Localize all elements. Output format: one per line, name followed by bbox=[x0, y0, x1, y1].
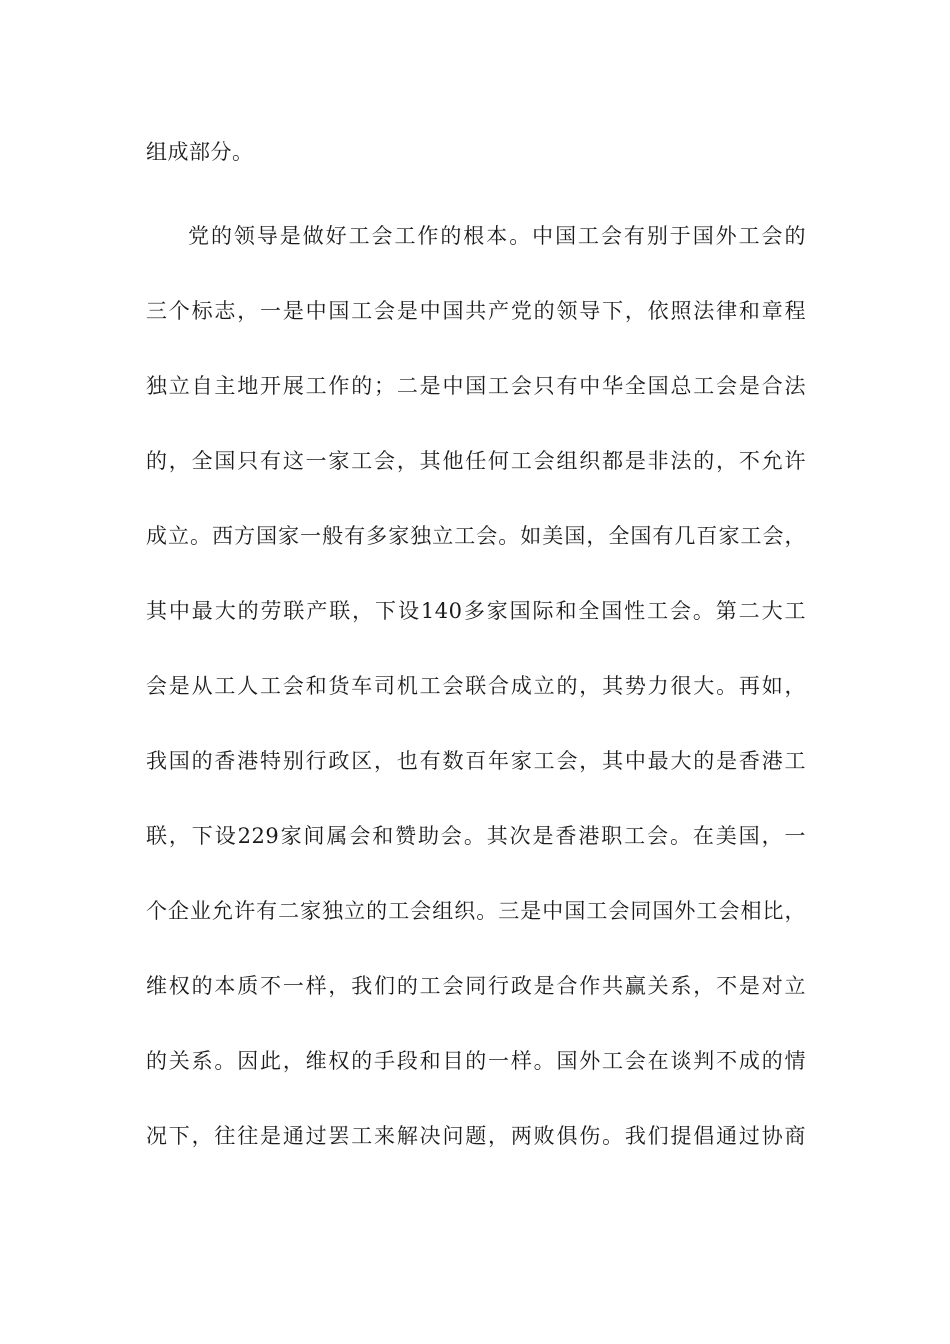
text-line-14: 况下，往往是通过罢工来解决问题，两败俱伤。我们提倡通过协商 bbox=[146, 1124, 806, 1148]
text-line-3: 三个标志，一是中国工会是中国共产党的领导下，依照法律和章程 bbox=[146, 299, 806, 323]
text-line-9: 我国的香港特别行政区，也有数百年家工会，其中最大的是香港工 bbox=[146, 749, 806, 773]
text-line-11: 个企业允许有二家独立的工会组织。三是中国工会同国外工会相比， bbox=[146, 899, 806, 923]
text-line-4: 独立自主地开展工作的；二是中国工会只有中华全国总工会是合法 bbox=[146, 374, 806, 398]
text-line-7: 其中最大的劳联产联，下设140多家国际和全国性工会。第二大工 bbox=[146, 599, 806, 623]
text-line-10: 联，下设229家间属会和赞助会。其次是香港职工会。在美国，一 bbox=[146, 824, 806, 848]
text-line-12: 维权的本质不一样，我们的工会同行政是合作共赢关系，不是对立 bbox=[146, 974, 806, 998]
text-line-13: 的关系。因此，维权的手段和目的一样。国外工会在谈判不成的情 bbox=[146, 1049, 806, 1073]
text-line-8: 会是从工人工会和货车司机工会联合成立的，其势力很大。再如， bbox=[146, 674, 806, 698]
text-line-1: 组成部分。 bbox=[146, 140, 254, 164]
text-line-5: 的，全国只有这一家工会，其他任何工会组织都是非法的，不允许 bbox=[146, 449, 806, 473]
text-line-6: 成立。西方国家一般有多家独立工会。如美国，全国有几百家工会， bbox=[146, 524, 806, 548]
paragraph-first-line: 党的领导是做好工会工作的根本。中国工会有别于国外工会的 bbox=[188, 224, 806, 248]
